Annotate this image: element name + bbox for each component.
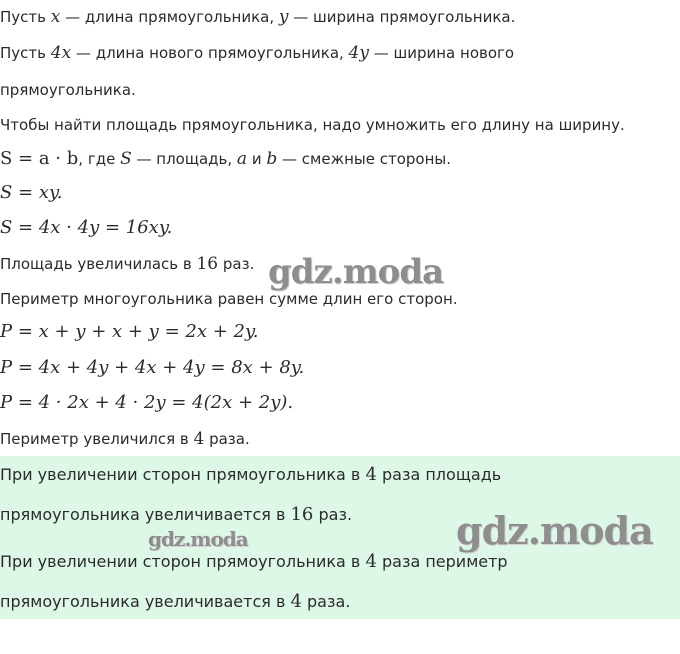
text-fragment: — смежные стороны.	[277, 150, 452, 168]
text-fragment: — ширина нового	[368, 44, 515, 62]
formula-line-11	[0, 358, 304, 378]
text-fragment: При увеличении сторон прямоугольника в	[0, 552, 366, 571]
math-variable: a	[236, 149, 248, 169]
text-fragment: — длина прямоугольника,	[60, 8, 279, 26]
math-variable: x	[50, 7, 61, 27]
watermark-logo: gdz.moda	[268, 252, 444, 292]
text-fragment: раза периметр	[376, 552, 508, 571]
math-number: 4	[365, 551, 377, 572]
text-line-2	[0, 43, 514, 63]
formula-line-10	[0, 322, 258, 342]
text-fragment: прямоугольника увеличивается в	[0, 505, 291, 524]
text-fragment: — площадь,	[131, 150, 237, 168]
text-fragment: — ширина прямоугольника.	[288, 8, 516, 26]
formula-text: P = x + y + x + y = 2x + 2y.	[0, 321, 259, 342]
formula-line-6	[0, 183, 63, 203]
text-line-13	[0, 429, 250, 449]
math-variable: 4x	[50, 43, 72, 63]
text-fragment: прямоугольника.	[0, 81, 136, 99]
math-number: 16	[290, 504, 314, 525]
text-line-9	[0, 289, 458, 309]
text-line-1	[0, 7, 515, 27]
math-number: 4	[193, 429, 205, 449]
text-line-4	[0, 115, 625, 135]
area-formula: S = a · b	[0, 148, 79, 169]
text-fragment: прямоугольника увеличивается в	[0, 592, 291, 611]
text-fragment: Периметр увеличился в	[0, 430, 194, 448]
formula-text: P = 4 · 2x + 4 · 2y = 4(2x + 2y).	[0, 392, 294, 413]
math-variable: 4y	[348, 43, 369, 63]
formula-text: S = 4x · 4y = 16xy.	[0, 217, 173, 238]
text-fragment: Пусть	[0, 44, 51, 62]
text-fragment: раза.	[204, 430, 250, 448]
text-fragment: При увеличении сторон прямоугольника в	[0, 465, 366, 484]
math-variable: b	[266, 149, 278, 169]
text-fragment: Чтобы найти площадь прямоугольника, надо умножить его длину на ширину.	[0, 116, 625, 134]
text-fragment: раз.	[313, 505, 353, 524]
text-line-5	[0, 149, 451, 169]
text-fragment: , где	[78, 150, 121, 168]
conclusion-line-3	[0, 551, 508, 573]
conclusion-line-4	[0, 591, 350, 613]
math-number: 4	[365, 464, 377, 485]
text-fragment: раза площадь	[376, 465, 502, 484]
text-fragment: — длина нового прямоугольника,	[71, 44, 349, 62]
conclusion-line-2	[0, 504, 352, 526]
math-number: 4	[290, 591, 302, 612]
formula-line-7	[0, 218, 172, 238]
text-line-8	[0, 254, 254, 274]
text-fragment: раза.	[301, 592, 351, 611]
text-line-3	[0, 80, 136, 100]
watermark-logo: gdz.moda	[148, 527, 248, 551]
watermark-logo: gdz.moda	[456, 508, 653, 553]
text-fragment: Периметр многоугольника равен сумме длин его сторон.	[0, 290, 458, 308]
text-fragment: Пусть	[0, 8, 51, 26]
math-variable: S	[120, 149, 132, 169]
math-variable: y	[278, 7, 289, 27]
formula-text: P = 4x + 4y + 4x + 4y = 8x + 8y.	[0, 357, 305, 378]
conclusion-line-1	[0, 464, 501, 486]
math-number: 16	[196, 254, 219, 274]
text-fragment: раз.	[218, 255, 255, 273]
formula-text: S = xy.	[0, 182, 63, 203]
formula-line-12	[0, 393, 293, 413]
text-fragment: Площадь увеличилась в	[0, 255, 197, 273]
text-fragment: и	[247, 150, 267, 168]
